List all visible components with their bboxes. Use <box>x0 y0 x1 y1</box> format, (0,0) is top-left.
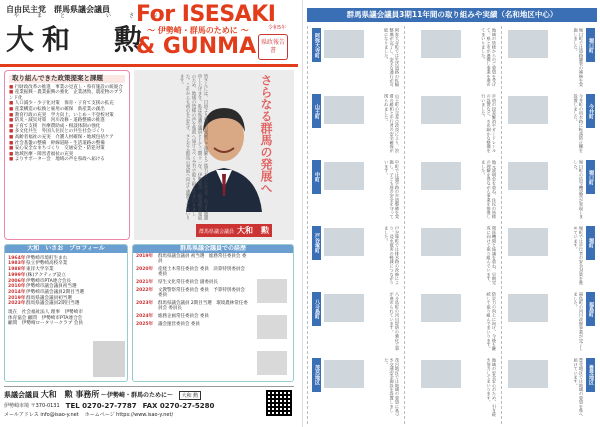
achievement-photo <box>421 360 461 388</box>
issue-label: 令和5年 <box>268 25 287 31</box>
office-address: 伊勢崎市境 〒370-0131 <box>4 403 60 409</box>
achievement-photo <box>421 294 461 322</box>
achievement-text: 関係機関と協議を重ね、早期完成に向けて取り組んでいます。 <box>486 226 497 285</box>
front-page <box>0 0 298 427</box>
district-label: 戸谷塚町 <box>312 226 321 260</box>
career-year: 2021年 <box>136 279 154 285</box>
policy-item: ■ よりサポーター会 地域の声を県政へ届ける <box>9 157 105 163</box>
achievement-text: 歩道の段差解消やガードレールの設置など、きめ細かな整備を行いました。 <box>481 94 497 153</box>
footer-prefix: 県議会議員 <box>4 391 39 399</box>
history-text: 群馬県議会議員初当選 <box>26 295 72 301</box>
policy-heading: 取り組んできた政策提案と課題 <box>9 75 125 83</box>
career-row <box>133 279 253 287</box>
district-label: 福島町 <box>586 292 595 326</box>
career-row <box>133 253 253 266</box>
career-row <box>133 313 253 321</box>
history-year: 2019年 <box>8 295 26 301</box>
policy-item: ■ 安心安全なまちづくり 交通安全・防犯対策 <box>9 146 105 152</box>
career-heading: 群馬県議会議員での経歴 <box>133 245 293 253</box>
politician-name: 大和 勲 <box>6 23 151 56</box>
office-web[interactable]: ホームページ https://www.isao-y.net/ <box>84 412 174 418</box>
career-text: 群馬県議会議員 初当選 総務常任委員会 委員 <box>158 253 247 265</box>
achievement-text: 今井町の用水路に転落防止柵を設置しました。 <box>573 94 584 153</box>
career-text: 文教警察常任委員会 委員 予算特別委員会 委員 <box>158 287 245 299</box>
achievement-text: 福島町の河川改修事業が完了しました。 <box>573 292 584 351</box>
policy-item: ■ 産業振興・農業振興の強化 企業誘致、農産物のブランド化 <box>9 90 123 101</box>
district-label: 堀口町 <box>586 28 595 62</box>
achievement-photo <box>508 162 548 190</box>
district-label: 山王町 <box>312 94 321 128</box>
caption-name: 大和 勲 <box>237 226 270 235</box>
achievements-title: 群馬県議会議員3期11年間の取り組みや実績（名和地区中心） <box>307 8 597 22</box>
achievement-text: 堀口町では道路舗装の補修を実施しました。 <box>573 28 584 87</box>
career-text: 総務企画常任委員会 委員 <box>158 313 209 319</box>
back-page <box>302 0 600 427</box>
career-text: 議会運営委員会 委員 <box>158 321 200 327</box>
achievement-photo <box>421 96 461 124</box>
achievement-text: 豊受地区では地域の要望を県へ届けています。 <box>573 358 584 417</box>
achievement-text: 戸谷塚町では排水路の改修により、浸水被害の軽減につながりました。 <box>384 226 400 285</box>
achievement-photo <box>508 360 548 388</box>
policy-item: ■ 高齢者福祉の充実 介護人材確保・地域包括ケア <box>9 134 114 140</box>
profile-photo <box>93 341 125 377</box>
profile-heading: 大和 いさお プロフィール <box>5 245 127 253</box>
policy-item: ■ 人口減少・少子化対策 保育・子育て支援の拡充 <box>9 101 114 107</box>
achievement-column <box>501 26 597 424</box>
achievement-photo <box>508 30 548 58</box>
greeting-text: 皆さんには、日頃より県政の発展にご理解とご協力をいただき、心より感謝申し上げます。私は県議会議員として三期十一年、伊勢崎市・群馬県の発展のため、地域の皆様の声を県政へ届けるべく全力で取り組んでまいりました。これからも初心を忘れず、さらなる群馬の発展へ向けて邁進してまいります。 <box>179 74 208 221</box>
career-row <box>133 266 253 279</box>
achievement-photo <box>324 162 364 190</box>
history-year: 2010年 <box>8 284 26 290</box>
office-fax: FAX 0270-27-5280 <box>142 402 215 410</box>
achievement-text: 地域の皆様からのご要望を受けて、県と市が連携し事業を進めてまいりました。 <box>481 28 497 87</box>
district-label: 豊受地区 <box>586 358 595 392</box>
qr-code-icon[interactable] <box>266 390 292 416</box>
history-text: 東洋大学卒業 <box>26 267 54 273</box>
header-divider <box>0 64 298 67</box>
career-year: 2023年 <box>136 300 154 306</box>
title-and-gunma: & GUNMA <box>136 34 257 59</box>
achievement-photo <box>324 360 364 388</box>
achievement-text: 中町では通学路の歩道整備を実施し、子ども達の安全を守っています。 <box>384 160 400 219</box>
achievement-column <box>307 26 403 424</box>
district-label: 八斗島町 <box>312 292 321 326</box>
policy-item: ■ 多文化共生 外国人住民との共生社会づくり <box>9 129 105 135</box>
achievement-text: 地域の安全安心のため、引き続き努力してまいります。 <box>486 358 497 417</box>
policy-item: ■ 地域医療・障害者福祉の充実 <box>9 151 74 157</box>
profile-roles: 現在 社会福祉法人 理事 伊勢崎市体育協会 顧問 伊勢崎市PTA連合会 顧問 伊勢崎ロータリークラブ 会員 <box>8 310 83 327</box>
achievement-photo <box>324 96 364 124</box>
achievement-photo <box>508 228 548 256</box>
district-label: 堀町 <box>586 226 595 260</box>
achievement-text: 堀町では歩行者の安全対策を進めています。 <box>573 226 584 285</box>
history-text: 伊勢崎市議会議員初当選 <box>26 284 77 290</box>
policy-item: ■ 子育て支援 医療費助成・相談体制の強化 <box>9 123 101 129</box>
policy-item: ■ 防災・減災対策 河川改修・道路整備の推進 <box>9 118 105 124</box>
policy-box <box>4 70 130 240</box>
career-text: 産経土木常任委員会 委員 決算特別委員会 委員 <box>158 266 245 278</box>
achievement-photo <box>324 30 364 58</box>
footer <box>4 386 294 424</box>
history-year: 2014年 <box>8 289 26 295</box>
policy-item: ■ 行財政改革の推進 事業の見直し・県有施設の統廃合 <box>9 84 123 90</box>
achievement-text: 堀口町の信号機設置が実現しました。 <box>573 160 584 219</box>
history-text: 群馬県議会議員2期目当選 <box>26 301 80 307</box>
portrait-caption <box>196 224 272 237</box>
policy-item: ■ 社会基盤の整備 幹線道路・生活道路の整備 <box>9 140 105 146</box>
history-text: 伊勢崎市議会議員2期目当選 <box>26 289 85 295</box>
office-name: 大和 勲 事務所 <box>40 390 100 399</box>
career-year: 2020年 <box>136 266 154 272</box>
history-year: 1988年 <box>8 267 26 273</box>
report-badge: 県政報告書 <box>258 34 288 60</box>
title-for-isesaki: For ISESAKI <box>136 2 276 27</box>
policy-item: ■ 産業構造の転換と雇用の確保 新産業の創出 <box>9 106 105 112</box>
career-text: 厚生文化常任委員会 副委員長 <box>158 279 218 285</box>
achievement-text: 八斗島町の河川堤防の強化工事が進められています。 <box>389 292 400 351</box>
history-text: 県立伊勢崎高校卒業 <box>26 261 68 267</box>
career-year: 2022年 <box>136 287 154 293</box>
achievement-photo <box>421 162 461 190</box>
district-label: 堀口町 <box>586 160 595 194</box>
achievements-grid <box>307 26 597 424</box>
history-year: 2006年 <box>8 278 26 284</box>
achievement-column <box>404 26 500 424</box>
party-label: 自由民主党 群馬県議会議員 <box>6 5 110 14</box>
achievement-text: 防災力の向上に向け、今後も継続して取り組んでまいります。 <box>486 292 497 351</box>
history-year: 1983年 <box>8 261 26 267</box>
history-text: 伊勢崎市境町生まれ <box>26 255 68 261</box>
career-row <box>133 321 253 329</box>
career-photo-2 <box>257 315 287 339</box>
district-label: 茂呂地区 <box>312 358 321 392</box>
history-year: 1999年 <box>8 272 26 278</box>
office-mail[interactable]: メールアドレス info@isao-y.net <box>4 412 79 418</box>
policy-list <box>9 85 125 163</box>
name-ruby: やまと いさお <box>14 13 176 19</box>
achievement-photo <box>508 294 548 322</box>
achievement-photo <box>421 228 461 256</box>
profile-history-row <box>8 301 124 307</box>
career-row <box>133 300 253 313</box>
caption-role: 群馬県議会議員 <box>199 229 235 235</box>
achievement-photo <box>324 294 364 322</box>
achievement-text: 阿弥大寺町では生活道路の拡幅整備が完了し、安全な通行が可能になりました。 <box>384 28 400 87</box>
profile-box <box>4 244 128 382</box>
career-box <box>132 244 294 382</box>
footer-slogan: ～伊勢崎・群馬のために～ <box>100 392 173 399</box>
district-label: 中町 <box>312 160 321 194</box>
history-year: 1964年 <box>8 255 26 261</box>
achievement-photo <box>421 30 461 58</box>
profile-history <box>8 256 124 307</box>
catch-phrase: さらなる群馬の発展へ <box>259 74 273 194</box>
district-label: 今井町 <box>586 94 595 128</box>
career-text: 群馬県議会議員 2期目当選 環境農林常任委員会 委員長 <box>158 300 248 312</box>
history-text: (株)アクティブ設立 <box>26 272 66 278</box>
history-text: 伊勢崎市PTA連合会長 <box>26 278 72 284</box>
achievement-text: 山王町の交差点改良により、渋滞の緩和と歩行者の安全確保が図られました。 <box>384 94 400 153</box>
policy-item: ■ 教育行政の充実 学力向上、いじめ・不登校対策 <box>9 112 114 118</box>
career-year: 2024年 <box>136 313 154 319</box>
footer-badge: 大和 勲 <box>179 391 202 400</box>
achievement-photo <box>324 228 364 256</box>
career-year: 2019年 <box>136 253 154 259</box>
achievement-photo <box>508 96 548 124</box>
header-slogan: ～ 伊勢崎・群馬のために ～ <box>147 26 249 35</box>
district-label: 阿弥大寺町 <box>312 28 321 62</box>
career-row <box>133 287 253 300</box>
career-photo-1 <box>257 279 287 303</box>
achievement-text: 地元説明会を重ね、住民の皆様の理解を得ながら事業を推進しました。 <box>481 160 497 219</box>
achievement-text: 茂呂地区では地域の要望に基づき交通安全施設を設置しました。 <box>384 358 400 417</box>
history-year: 2023年 <box>8 301 26 307</box>
office-tel: TEL 0270-27-7787 <box>65 402 137 410</box>
career-year: 2025年 <box>136 321 154 327</box>
career-photo-3 <box>257 351 287 375</box>
